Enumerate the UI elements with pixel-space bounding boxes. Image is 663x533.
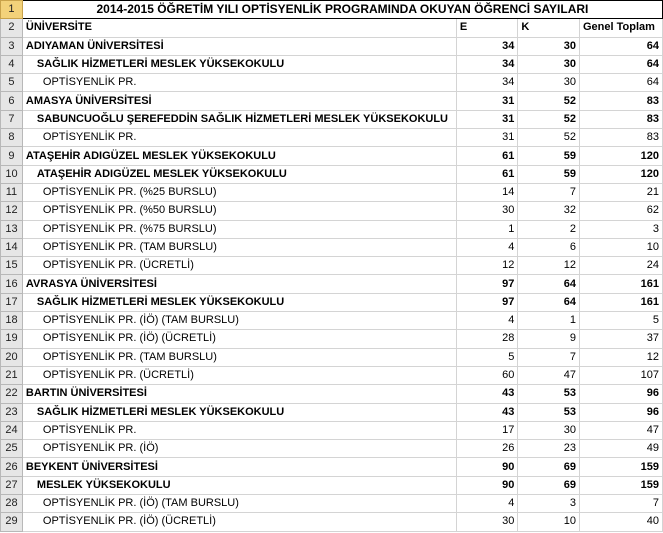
unit-name-cell[interactable]: OPTİSYENLİK PR. (%50 BURSLU) <box>22 202 456 220</box>
total-cell[interactable]: 64 <box>580 55 663 73</box>
e-count-cell[interactable]: 97 <box>456 275 518 293</box>
total-cell[interactable]: 24 <box>580 257 663 275</box>
total-cell[interactable]: 62 <box>580 202 663 220</box>
unit-name-cell[interactable]: ADIYAMAN ÜNİVERSİTESİ <box>22 37 456 55</box>
e-count-cell[interactable]: 4 <box>456 238 518 256</box>
row-header[interactable]: 24 <box>1 421 23 439</box>
total-cell[interactable]: 83 <box>580 110 663 128</box>
total-cell[interactable]: 159 <box>580 476 663 494</box>
e-count-cell[interactable]: 97 <box>456 293 518 311</box>
total-cell[interactable]: 40 <box>580 513 663 531</box>
k-count-cell[interactable]: 53 <box>518 385 580 403</box>
table-row <box>1 37 663 55</box>
unit-name-cell[interactable]: SAĞLIK HİZMETLERİ MESLEK YÜKSEKOKULU <box>22 403 456 421</box>
header-cell-e[interactable]: E <box>456 19 518 37</box>
k-count-cell[interactable]: 69 <box>518 476 580 494</box>
k-count-cell[interactable]: 1 <box>518 312 580 330</box>
sheet-title[interactable]: 2014-2015 ÖĞRETİM YILI OPTİSYENLİK PROGRAMINDA OKUYAN ÖĞRENCİ SAYILARI <box>22 1 662 19</box>
header-cell-universite[interactable]: ÜNİVERSİTE <box>22 19 456 37</box>
table-row <box>1 147 663 165</box>
e-count-cell[interactable]: 90 <box>456 476 518 494</box>
e-count-cell[interactable]: 31 <box>456 92 518 110</box>
k-count-cell[interactable]: 59 <box>518 165 580 183</box>
e-count-cell[interactable]: 5 <box>456 348 518 366</box>
k-count-cell[interactable]: 2 <box>518 220 580 238</box>
table-row <box>1 110 663 128</box>
total-cell[interactable]: 37 <box>580 330 663 348</box>
table-row <box>1 129 663 147</box>
k-count-cell[interactable]: 69 <box>518 458 580 476</box>
k-count-cell[interactable]: 30 <box>518 55 580 73</box>
table-row <box>1 403 663 421</box>
e-count-cell[interactable]: 17 <box>456 421 518 439</box>
unit-name-cell[interactable]: OPTİSYENLİK PR. <box>22 74 456 92</box>
row-header[interactable]: 16 <box>1 275 23 293</box>
unit-name-cell[interactable]: ATAŞEHİR ADIGÜZEL MESLEK YÜKSEKOKULU <box>22 147 456 165</box>
row-header[interactable]: 8 <box>1 129 23 147</box>
e-count-cell[interactable]: 43 <box>456 403 518 421</box>
total-cell[interactable]: 83 <box>580 92 663 110</box>
k-count-cell[interactable]: 23 <box>518 440 580 458</box>
k-count-cell[interactable]: 64 <box>518 293 580 311</box>
total-cell[interactable]: 120 <box>580 165 663 183</box>
e-count-cell[interactable]: 26 <box>456 440 518 458</box>
row-header[interactable]: 28 <box>1 495 23 513</box>
row-header[interactable]: 21 <box>1 366 23 384</box>
e-count-cell[interactable]: 43 <box>456 385 518 403</box>
row-header[interactable]: 19 <box>1 330 23 348</box>
table-row <box>1 458 663 476</box>
e-count-cell[interactable]: 34 <box>456 37 518 55</box>
table-row <box>1 275 663 293</box>
unit-name-cell[interactable]: OPTİSYENLİK PR. <box>22 421 456 439</box>
table-row <box>1 293 663 311</box>
k-count-cell[interactable]: 12 <box>518 257 580 275</box>
unit-name-cell[interactable]: MESLEK YÜKSEKOKULU <box>22 476 456 494</box>
total-cell[interactable]: 49 <box>580 440 663 458</box>
total-cell[interactable]: 64 <box>580 74 663 92</box>
total-cell[interactable]: 21 <box>580 183 663 201</box>
unit-name-cell[interactable]: OPTİSYENLİK PR. (%75 BURSLU) <box>22 220 456 238</box>
total-cell[interactable]: 161 <box>580 293 663 311</box>
e-count-cell[interactable]: 30 <box>456 513 518 531</box>
table-row <box>1 330 663 348</box>
row-header[interactable]: 22 <box>1 385 23 403</box>
k-count-cell[interactable]: 52 <box>518 129 580 147</box>
row-header[interactable]: 3 <box>1 37 23 55</box>
total-cell[interactable]: 7 <box>580 495 663 513</box>
e-count-cell[interactable]: 30 <box>456 202 518 220</box>
unit-name-cell[interactable]: OPTİSYENLİK PR. (%25 BURSLU) <box>22 183 456 201</box>
k-count-cell[interactable]: 10 <box>518 513 580 531</box>
e-count-cell[interactable]: 90 <box>456 458 518 476</box>
unit-name-cell[interactable]: OPTİSYENLİK PR. (ÜCRETLİ) <box>22 257 456 275</box>
table-row <box>1 202 663 220</box>
row-header[interactable]: 6 <box>1 92 23 110</box>
e-count-cell[interactable]: 1 <box>456 220 518 238</box>
header-row <box>1 19 663 37</box>
unit-name-cell[interactable]: OPTİSYENLİK PR. (TAM BURSLU) <box>22 238 456 256</box>
total-cell[interactable]: 5 <box>580 312 663 330</box>
row-header[interactable]: 26 <box>1 458 23 476</box>
table-row <box>1 74 663 92</box>
table-row <box>1 495 663 513</box>
row-header[interactable]: 11 <box>1 183 23 201</box>
unit-name-cell[interactable]: SAĞLIK HİZMETLERİ MESLEK YÜKSEKOKULU <box>22 293 456 311</box>
title-row <box>1 1 663 19</box>
e-count-cell[interactable]: 12 <box>456 257 518 275</box>
row-header[interactable]: 18 <box>1 312 23 330</box>
table-row <box>1 165 663 183</box>
unit-name-cell[interactable]: OPTİSYENLİK PR. <box>22 129 456 147</box>
header-cell-total[interactable]: Genel Toplam <box>580 19 663 37</box>
row-header[interactable]: 25 <box>1 440 23 458</box>
table-row <box>1 385 663 403</box>
unit-name-cell[interactable]: BEYKENT ÜNİVERSİTESİ <box>22 458 456 476</box>
total-cell[interactable]: 83 <box>580 129 663 147</box>
total-cell[interactable]: 107 <box>580 366 663 384</box>
unit-name-cell[interactable]: SAĞLIK HİZMETLERİ MESLEK YÜKSEKOKULU <box>22 55 456 73</box>
row-header[interactable]: 15 <box>1 257 23 275</box>
table-row <box>1 55 663 73</box>
unit-name-cell[interactable]: AVRASYA ÜNİVERSİTESİ <box>22 275 456 293</box>
table-row <box>1 257 663 275</box>
e-count-cell[interactable]: 31 <box>456 110 518 128</box>
total-cell[interactable]: 10 <box>580 238 663 256</box>
table-row <box>1 92 663 110</box>
k-count-cell[interactable]: 30 <box>518 37 580 55</box>
total-cell[interactable]: 12 <box>580 348 663 366</box>
k-count-cell[interactable]: 52 <box>518 110 580 128</box>
unit-name-cell[interactable]: OPTİSYENLİK PR. (İÖ) (ÜCRETLİ) <box>22 513 456 531</box>
row-header[interactable]: 29 <box>1 513 23 531</box>
e-count-cell[interactable]: 61 <box>456 165 518 183</box>
total-cell[interactable]: 96 <box>580 385 663 403</box>
unit-name-cell[interactable]: ATAŞEHİR ADIGÜZEL MESLEK YÜKSEKOKULU <box>22 165 456 183</box>
e-count-cell[interactable]: 4 <box>456 495 518 513</box>
table-row <box>1 476 663 494</box>
row-header[interactable]: 12 <box>1 202 23 220</box>
table-row <box>1 312 663 330</box>
e-count-cell[interactable]: 34 <box>456 55 518 73</box>
header-cell-k[interactable]: K <box>518 19 580 37</box>
k-count-cell[interactable]: 32 <box>518 202 580 220</box>
k-count-cell[interactable]: 7 <box>518 183 580 201</box>
k-count-cell[interactable]: 47 <box>518 366 580 384</box>
total-cell[interactable]: 64 <box>580 37 663 55</box>
row-header[interactable]: 27 <box>1 476 23 494</box>
total-cell[interactable]: 120 <box>580 147 663 165</box>
e-count-cell[interactable]: 31 <box>456 129 518 147</box>
table-row <box>1 421 663 439</box>
table-row <box>1 348 663 366</box>
row-header[interactable]: 1 <box>1 1 23 19</box>
k-count-cell[interactable]: 59 <box>518 147 580 165</box>
total-cell[interactable]: 161 <box>580 275 663 293</box>
total-cell[interactable]: 3 <box>580 220 663 238</box>
table-row <box>1 238 663 256</box>
row-header[interactable]: 10 <box>1 165 23 183</box>
k-count-cell[interactable]: 6 <box>518 238 580 256</box>
e-count-cell[interactable]: 28 <box>456 330 518 348</box>
unit-name-cell[interactable]: OPTİSYENLİK PR. (İÖ) (ÜCRETLİ) <box>22 330 456 348</box>
e-count-cell[interactable]: 60 <box>456 366 518 384</box>
total-cell[interactable]: 96 <box>580 403 663 421</box>
k-count-cell[interactable]: 9 <box>518 330 580 348</box>
k-count-cell[interactable]: 30 <box>518 74 580 92</box>
total-cell[interactable]: 47 <box>580 421 663 439</box>
table-row <box>1 183 663 201</box>
unit-name-cell[interactable]: OPTİSYENLİK PR. (İÖ) <box>22 440 456 458</box>
row-header[interactable]: 23 <box>1 403 23 421</box>
row-header[interactable]: 9 <box>1 147 23 165</box>
k-count-cell[interactable]: 52 <box>518 92 580 110</box>
unit-name-cell[interactable]: BARTIN ÜNİVERSİTESİ <box>22 385 456 403</box>
k-count-cell[interactable]: 64 <box>518 275 580 293</box>
k-count-cell[interactable]: 3 <box>518 495 580 513</box>
row-header[interactable]: 5 <box>1 74 23 92</box>
row-header[interactable]: 2 <box>1 19 23 37</box>
table-row <box>1 366 663 384</box>
unit-name-cell[interactable]: AMASYA ÜNİVERSİTESİ <box>22 92 456 110</box>
table-row <box>1 513 663 531</box>
k-count-cell[interactable]: 53 <box>518 403 580 421</box>
table-row <box>1 440 663 458</box>
row-header[interactable]: 13 <box>1 220 23 238</box>
k-count-cell[interactable]: 30 <box>518 421 580 439</box>
row-header[interactable]: 20 <box>1 348 23 366</box>
row-header[interactable]: 4 <box>1 55 23 73</box>
k-count-cell[interactable]: 7 <box>518 348 580 366</box>
row-header[interactable]: 7 <box>1 110 23 128</box>
total-cell[interactable]: 159 <box>580 458 663 476</box>
e-count-cell[interactable]: 61 <box>456 147 518 165</box>
unit-name-cell[interactable]: OPTİSYENLİK PR. (İÖ) (TAM BURSLU) <box>22 312 456 330</box>
e-count-cell[interactable]: 4 <box>456 312 518 330</box>
unit-name-cell[interactable]: SABUNCUOĞLU ŞEREFEDDİN SAĞLIK HİZMETLERİ MESLEK YÜKSEKOKULU <box>22 110 456 128</box>
e-count-cell[interactable]: 34 <box>456 74 518 92</box>
table-row <box>1 220 663 238</box>
unit-name-cell[interactable]: OPTİSYENLİK PR. (TAM BURSLU) <box>22 348 456 366</box>
e-count-cell[interactable]: 14 <box>456 183 518 201</box>
unit-name-cell[interactable]: OPTİSYENLİK PR. (İÖ) (TAM BURSLU) <box>22 495 456 513</box>
unit-name-cell[interactable]: OPTİSYENLİK PR. (ÜCRETLİ) <box>22 366 456 384</box>
row-header[interactable]: 17 <box>1 293 23 311</box>
row-header[interactable]: 14 <box>1 238 23 256</box>
